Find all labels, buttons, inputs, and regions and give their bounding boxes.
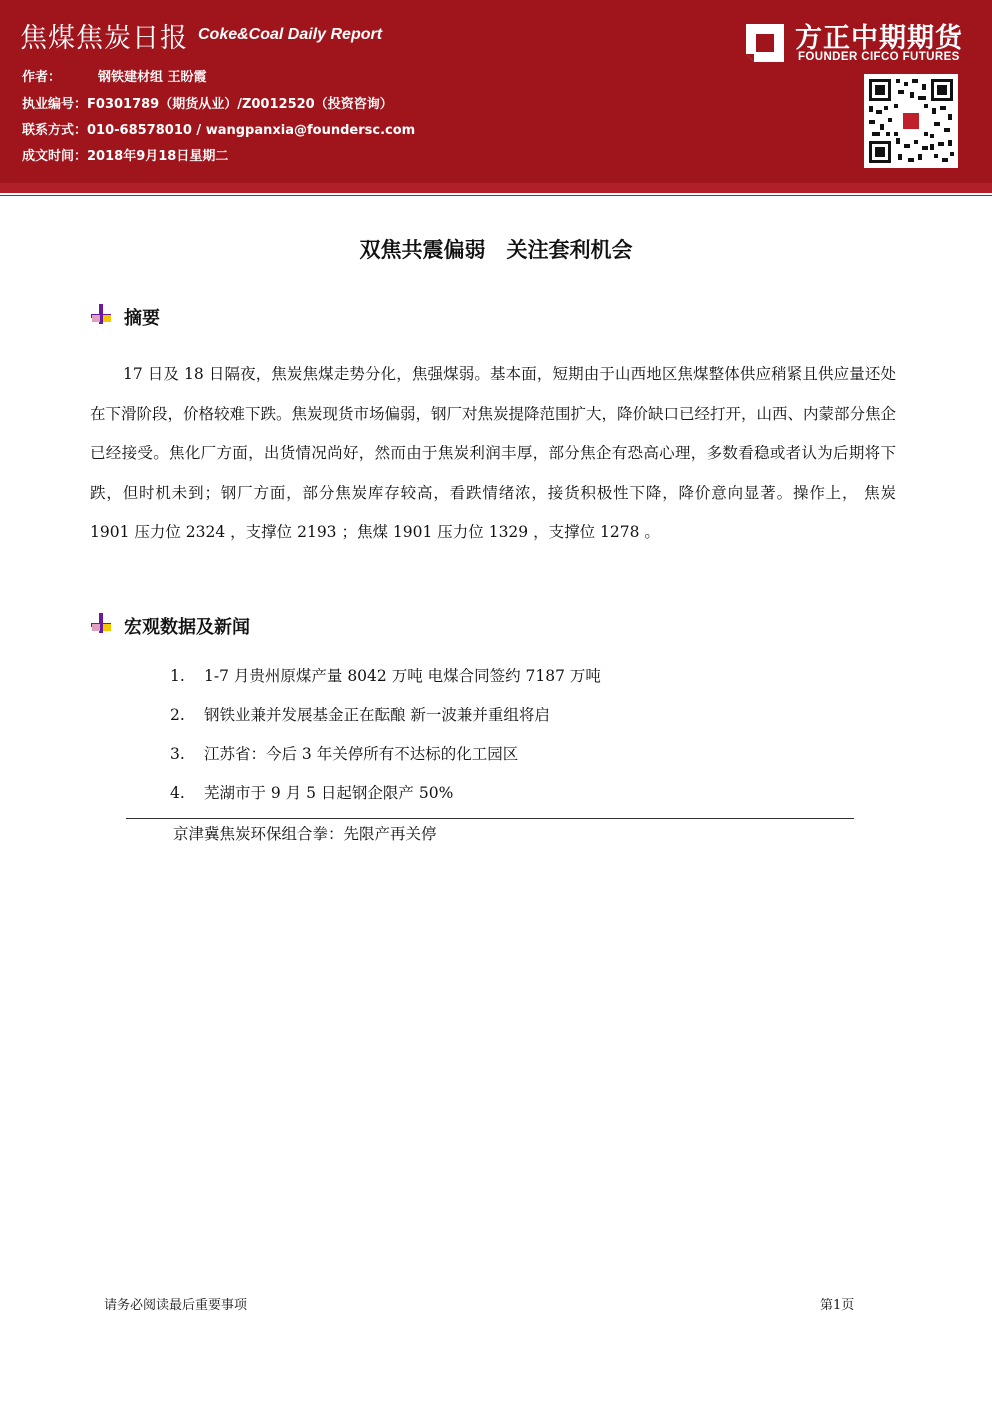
qr-code-icon: [864, 74, 958, 168]
date-line: [22, 145, 228, 164]
news-extra-item[interactable]: 京津冀焦炭环保组合拳：先限产再关停: [173, 825, 437, 843]
list-item[interactable]: [170, 697, 870, 736]
report-title: 焦煤焦炭日报: [20, 23, 188, 54]
date-label: 成文时间：: [22, 149, 88, 164]
list-item[interactable]: [170, 658, 870, 697]
news-heading: 宏观数据及新闻: [124, 617, 250, 638]
list-item-text: 江苏省：今后 3 年关停所有不达标的化工园区: [204, 745, 519, 763]
license-label: 执业编号：: [22, 97, 88, 112]
author-label: 作者：: [22, 70, 62, 85]
page-number: 第1页: [820, 1298, 855, 1313]
contact-line: [22, 119, 415, 138]
author-value: 钢铁建材组 王盼霞: [98, 70, 207, 85]
news-divider: [126, 818, 854, 819]
brand-name-en: FOUNDER CIFCO FUTURES: [798, 51, 960, 63]
list-item-text: 钢铁业兼并发展基金正在酝酿 新一波兼并重组将启: [204, 706, 550, 724]
header-divider: [0, 183, 992, 193]
summary-paragraph: [90, 355, 896, 553]
founder-logo-icon: [744, 22, 786, 64]
report-header: [0, 0, 992, 183]
section-bullet-icon: [90, 303, 112, 325]
summary-text: 17 日及 18 日隔夜，焦炭焦煤走势分化，焦强煤弱。基本面，短期由于山西地区焦煤整体供应稍紧且供应量还处在下滑阶段，价格较难下跌。焦炭现货市场偏弱，钢厂对焦炭提降范围扩大，降价缺口已经打开，山西、内蒙部分焦企已经接受。焦化厂方面，出货情况尚好，然而由于焦炭利润丰厚，部分焦企有恐高心理，多数看稳或者认为后期将下跌，但时机未到；钢厂方面，部分焦炭库存较高，看跌情绪浓，接货积极性下降，降价意向显著。操作上， 焦炭 1901 压力位 2324 ，支撑位 2193 ；焦煤 1901 压力位 1329 ，支撑位 1278 。: [90, 365, 897, 541]
list-item[interactable]: [170, 775, 870, 814]
footer-disclaimer: 请务必阅读最后重要事项: [104, 1298, 248, 1313]
section-bullet-icon: [90, 612, 112, 634]
report-subtitle: Coke&Coal Daily Report: [198, 26, 383, 43]
news-list: [170, 658, 870, 814]
list-item-number: 4.: [170, 784, 185, 802]
license-line: [22, 93, 393, 112]
list-item-number: 2.: [170, 706, 185, 724]
header-divider-thin: [0, 195, 992, 196]
brand-name-cn: 方正中期期货: [795, 23, 963, 54]
author-line: [22, 66, 207, 85]
license-value: F0301789（期货从业）/Z0012520（投资咨询）: [87, 97, 393, 112]
summary-heading: 摘要: [124, 308, 160, 329]
contact-label: 联系方式：: [22, 123, 88, 138]
date-value: 2018年9月18日星期二: [87, 149, 229, 164]
list-item-number: 1.: [170, 667, 185, 685]
list-item-text: 芜湖市于 9 月 5 日起钢企限产 50%: [204, 784, 454, 802]
contact-value: 010-68578010 / wangpanxia@foundersc.com: [87, 123, 416, 138]
list-item[interactable]: [170, 736, 870, 775]
list-item-text: 1-7 月贵州原煤产量 8042 万吨 电煤合同签约 7187 万吨: [204, 667, 601, 685]
list-item-number: 3.: [170, 745, 185, 763]
document-title: 双焦共震偏弱 关注套利机会: [359, 238, 633, 262]
